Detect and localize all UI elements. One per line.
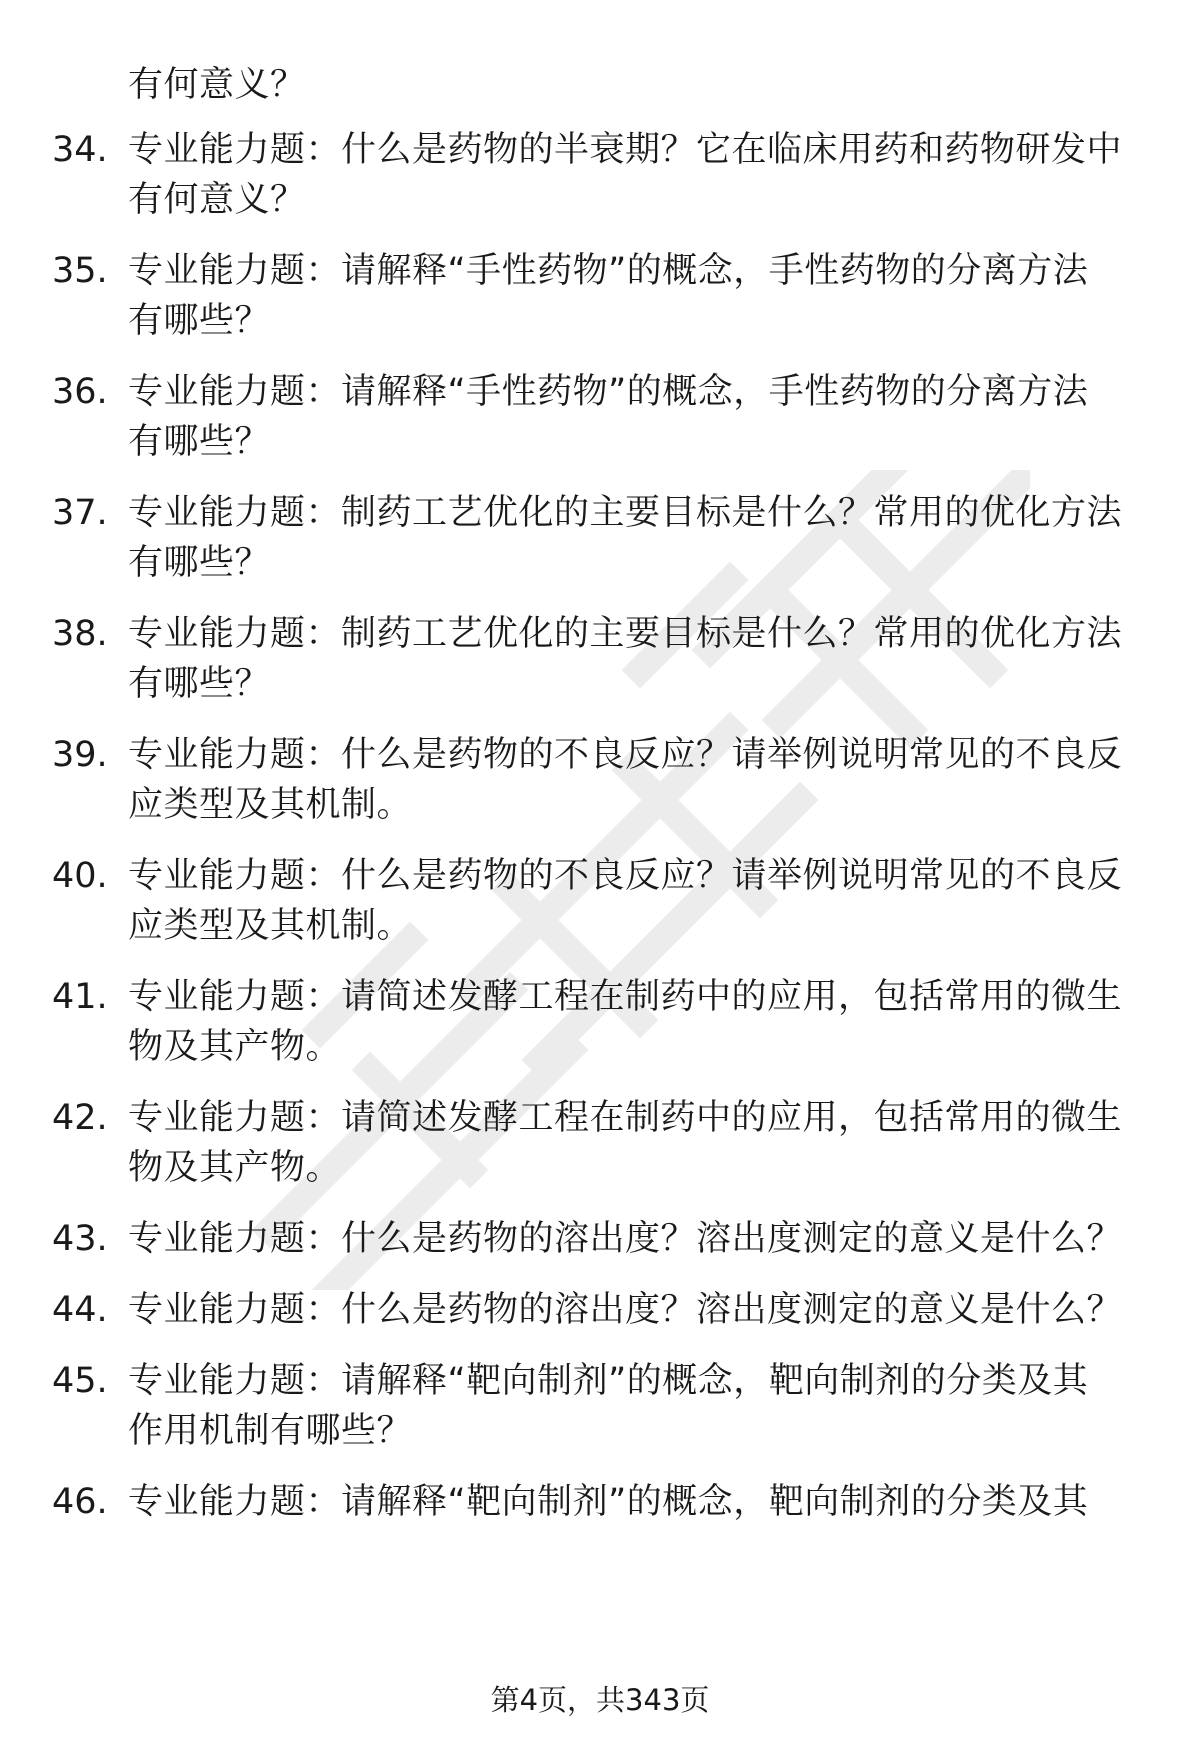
- question-line: 应类型及其机制。: [128, 785, 413, 825]
- question-number: 36.: [52, 372, 108, 412]
- question-number: 43.: [52, 1219, 108, 1259]
- question-number: 44.: [52, 1290, 108, 1330]
- question-line: 有哪些？: [128, 664, 271, 704]
- question-line: 专业能力题：什么是药物的溶出度？溶出度测定的意义是什么？: [128, 1219, 1123, 1259]
- question-number: 34.: [52, 130, 108, 170]
- question-line: 专业能力题：请简述发酵工程在制药中的应用，包括常用的微生: [128, 1098, 1123, 1138]
- question-number: 35.: [52, 251, 108, 291]
- question-number: 40.: [52, 856, 108, 896]
- question-number: 42.: [52, 1098, 108, 1138]
- question-line: 专业能力题：制药工艺优化的主要目标是什么？常用的优化方法: [128, 493, 1123, 533]
- question-line: 有何意义？: [128, 180, 306, 220]
- question-text: [128, 609, 1148, 709]
- question-line: 专业能力题：请解释“靶向制剂”的概念，靶向制剂的分类及其: [128, 1361, 1089, 1401]
- question-number: 37.: [52, 493, 108, 533]
- question-text: [128, 488, 1148, 588]
- question-text: [128, 246, 1148, 346]
- question-number: 41.: [52, 977, 108, 1017]
- question-line: 专业能力题：什么是药物的半衰期？它在临床用药和药物研发中: [128, 130, 1123, 170]
- question-text: [128, 367, 1148, 467]
- question-number: 38.: [52, 614, 108, 654]
- question-text: [128, 730, 1148, 830]
- question-line: 专业能力题：请简述发酵工程在制药中的应用，包括常用的微生: [128, 977, 1123, 1017]
- question-line: 专业能力题：制药工艺优化的主要目标是什么？常用的优化方法: [128, 614, 1123, 654]
- question-line: 专业能力题：什么是药物的溶出度？溶出度测定的意义是什么？: [128, 1290, 1123, 1330]
- question-line: 作用机制有哪些？: [128, 1411, 413, 1451]
- continued-question-text: 有何意义？: [128, 65, 306, 105]
- question-line: 应类型及其机制。: [128, 906, 413, 946]
- question-text: [128, 972, 1148, 1072]
- question-text: [128, 1285, 1148, 1335]
- question-line: 专业能力题：请解释“手性药物”的概念，手性药物的分离方法: [128, 372, 1089, 412]
- question-line: 物及其产物。: [128, 1148, 342, 1188]
- question-text: [128, 1477, 1148, 1527]
- question-text: [128, 1214, 1148, 1264]
- question-line: 有哪些？: [128, 543, 271, 583]
- question-line: 专业能力题：请解释“靶向制剂”的概念，靶向制剂的分类及其: [128, 1482, 1089, 1522]
- question-line: 专业能力题：什么是药物的不良反应？请举例说明常见的不良反: [128, 856, 1123, 896]
- question-line: 专业能力题：请解释“手性药物”的概念，手性药物的分离方法: [128, 251, 1089, 291]
- question-number: 45.: [52, 1361, 108, 1401]
- question-text: [128, 1356, 1148, 1456]
- question-text: [128, 851, 1148, 951]
- page-footer: 第4页，共343页: [490, 1683, 710, 1717]
- question-text: [128, 1093, 1148, 1193]
- question-text: [128, 125, 1148, 225]
- question-line: 有哪些？: [128, 301, 271, 341]
- question-line: 物及其产物。: [128, 1027, 342, 1067]
- question-line: 专业能力题：什么是药物的不良反应？请举例说明常见的不良反: [128, 735, 1123, 775]
- question-number: 46.: [52, 1482, 108, 1522]
- question-number: 39.: [52, 735, 108, 775]
- question-line: 有哪些？: [128, 422, 271, 462]
